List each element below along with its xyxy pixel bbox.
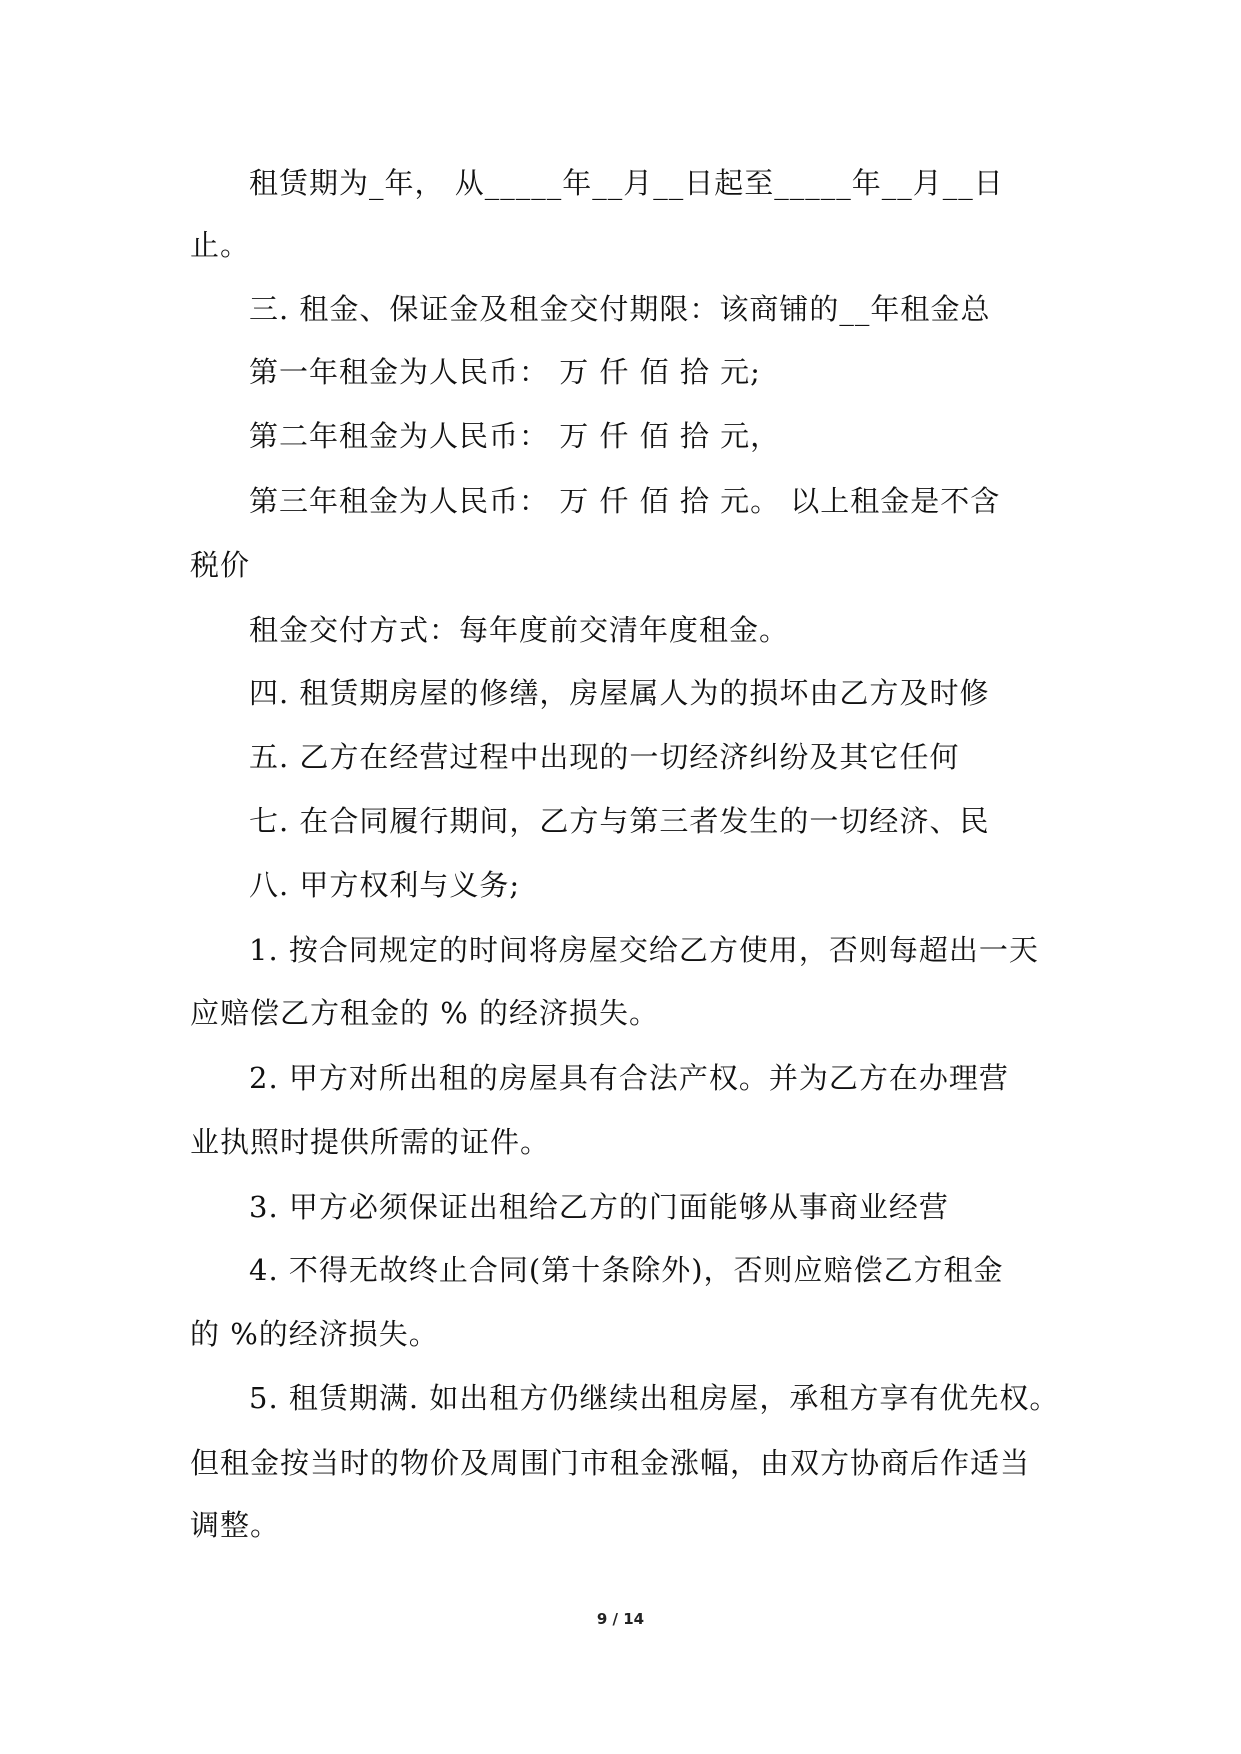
text-line: 租金交付方式：每年度前交清年度租金。 [249, 613, 790, 647]
text-line: 第二年租金为人民币： 万 仟 佰 拾 元， [249, 419, 781, 453]
text-line: 1. 按合同规定的时间将房屋交给乙方使用，否则每超出一天 [249, 933, 1039, 967]
text-line: 第三年租金为人民币： 万 仟 佰 拾 元。 以上租金是不含 [249, 484, 1001, 518]
text-line: 五. 乙方在经营过程中出现的一切经济纠纷及其它任何 [249, 740, 960, 774]
page-number: 9 / 14 [596, 1610, 645, 1628]
text-line: 三. 租金、保证金及租金交付期限：该商铺的__年租金总 [249, 292, 991, 326]
text-line: 八. 甲方权利与义务; [249, 868, 521, 902]
text-line: 第一年租金为人民币： 万 仟 佰 拾 元; [249, 355, 761, 389]
text-line: 租赁期为_年， 从_____年__月__日起至_____年__月__日 [249, 166, 1004, 200]
text-line: 业执照时提供所需的证件。 [190, 1125, 551, 1159]
text-line: 3. 甲方必须保证出租给乙方的门面能够从事商业经营 [249, 1190, 949, 1224]
text-line: 四. 租赁期房屋的修缮，房屋属人为的损坏由乙方及时修 [249, 676, 990, 710]
text-line: 应赔偿乙方租金的 % 的经济损失。 [190, 996, 659, 1030]
text-line: 七. 在合同履行期间，乙方与第三者发生的一切经济、民 [249, 804, 990, 838]
text-line: 5. 租赁期满. 如出租方仍继续出租房屋，承租方享有优先权。 [249, 1381, 1060, 1415]
text-line: 4. 不得无故终止合同(第十条除外)，否则应赔偿乙方租金 [249, 1253, 1004, 1287]
text-line: 2. 甲方对所出租的房屋具有合法产权。并为乙方在办理营 [249, 1061, 1009, 1095]
text-line: 的 %的经济损失。 [190, 1317, 439, 1351]
text-line: 止。 [190, 228, 251, 262]
text-line: 调整。 [190, 1508, 281, 1542]
text-line: 税价 [190, 548, 251, 582]
text-line: 但租金按当时的物价及周围门市租金涨幅，由双方协商后作适当 [190, 1446, 1031, 1480]
